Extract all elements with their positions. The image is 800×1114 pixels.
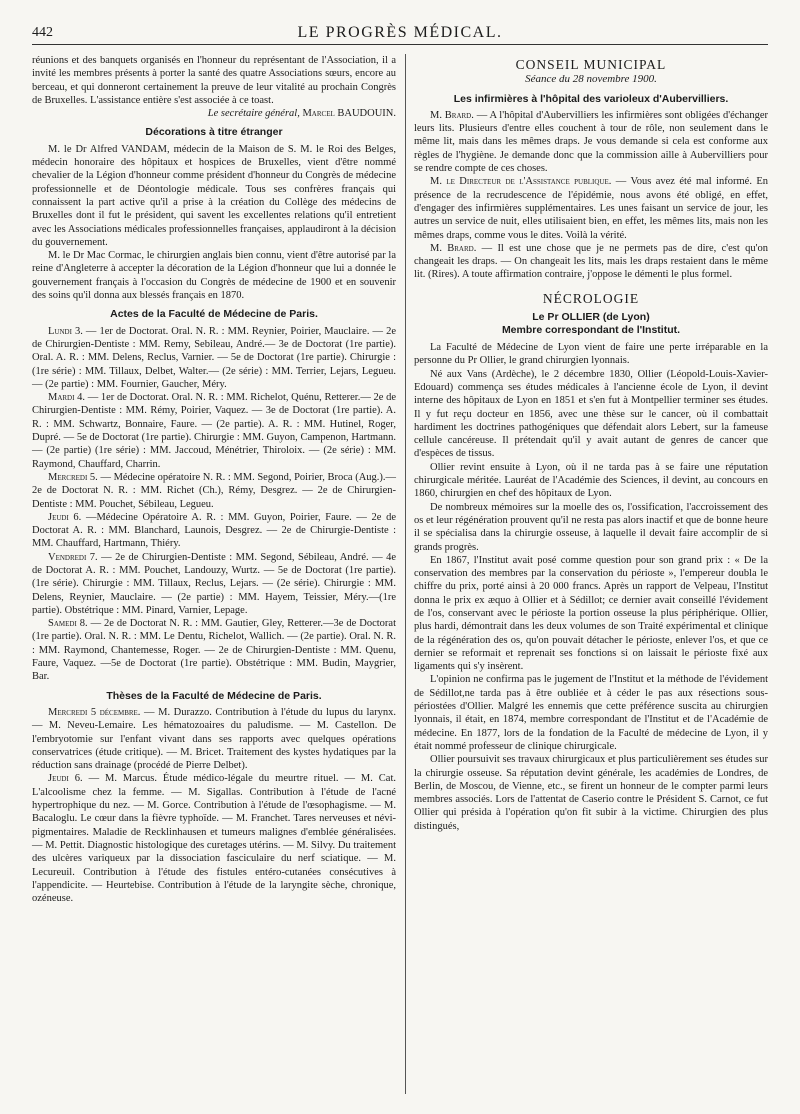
debate-paragraph (414, 242, 768, 282)
opening-paragraph: réunions et des banquets organisés en l'honneur du représentant de l'Association, il a invité les membres présents à porter la santé des quatre Associations sœurs, encore au berceau, et qui donneront certainement la preuve de leur vitalité au prochain Congrès de Bruxelles. L'assistance entière s'est associée à ce toast. (32, 55, 396, 106)
page-header (32, 22, 768, 45)
theses-heading: Thèses de la Faculté de Médecine de Paris. (106, 689, 322, 702)
necrologie-paragraph: La Faculté de Médecine de Lyon vient de faire une perte irréparable en la personne du Pr Ollier, le grand chirurgien lyonnais. (414, 342, 768, 367)
decorations-heading: Décorations à titre étranger (145, 126, 283, 139)
debate-paragraph (414, 109, 768, 175)
signature (32, 107, 396, 120)
infirmieres-heading: Les infirmières à l'hôpital des varioleux d'Aubervilliers. (453, 92, 729, 105)
theses-entry (32, 772, 396, 905)
necrologie-paragraph: De nombreux mémoires sur la moelle des os, l'ossification, l'accroissement des os et leur régénération prouvent qu'il ne resta pas alors inactif et que de bonne heure il se spécialisa dans la chirurgie osseuse, à laquelle il devait faire accomplir de si grands progrès. (414, 501, 768, 553)
ollier-subheading: Membre correspondant de l'Institut. (501, 324, 681, 337)
signature-name: Marcel BAUDOUIN. (302, 108, 396, 120)
actes-day: Vendredi 7. (48, 551, 98, 563)
theses-text: — M. Durazzo. Contribution à l'étude du lupus du larynx. — M. Neveu-Lemaire. Les hématozoaires du paludisme. — M. Castellon. De l'embryotomie sur l'enfant vivant dans ses rapports avec quelques opérations conservatrices (étude critique). — M. Bricet. Traitement des kystes hydatiques par la réduction sans drainage (procédé de Pierre Delbet). (32, 706, 396, 772)
actes-text: —Médecine Opératoire A. R. : MM. Guyon, Poirier, Faure. — 2e de Doctorat A. R. : MM. Blanchard, Launois, Desgrez. — 2e de Chirurgie-Dentiste : MM. Chauffard, Hartmann, Thiéry. (32, 511, 396, 550)
debate-text: — Vous avez été mal informé. En présence de la recrudescence de l'épidémie, nous avons été obligé, en effet, d'engager des infirmières supplémentaires. Les unes faisant un service de jour, les autres un service de nuit, elles utilisaient bien, en effet, les mêmes lits, mais non les mêmes draps, comme vous le dites. Voilà la vérité. (414, 176, 768, 241)
debate-text: — Il est une chose que je ne permets pas de dire, c'est qu'on changeait les draps. — On changeait les lits, mais les draps restaient dans le même lit. (Rires). A toute affirmation contraire, j'oppose le démenti le plus formel. (414, 242, 768, 281)
necrologie-paragraph: L'opinion ne confirma pas le jugement de l'Institut et la méthode de l'évidement de Sédillot,ne tarda pas à être oubliée et à céder le pas aux résections sous-périostées d'Ollier. Malgré les ennemis que cette préférence suscita au chirurgien lyonnais, il était, en 1874, membre correspondant de l'Institut et de l'Académie de médecine. En 1877, lors de la fondation de la Faculté de médecine de Lyon, il y était nommé professeur de clinique chirurgicale. (414, 674, 768, 752)
conseil-date: Séance du 28 novembre 1900. (525, 73, 657, 86)
necrologie-paragraph: Ollier poursuivit ses travaux chirurgicaux et plus particulièrement ses études sur la chirurgie osseuse. Sa réputation devint générale, les académies de Londres, de Berlin, de Moscou, de Vienne, etc., se firent un honneur de le compter parmi leurs membres associés. Lors de l'attentat de Caserio contre le Président S. Carnot, ce fut Ollier qui présida à l'opération qu'on fit subir à la victime. Chirurgien des plus distingués, (414, 754, 768, 832)
actes-day: Mardi 4. (48, 392, 85, 404)
actes-day: Mercredi 5. (48, 471, 98, 483)
signature-role: Le secrétaire général, (207, 108, 300, 120)
debate-paragraph (414, 175, 768, 241)
theses-day: Mercredi 5 décembre. (48, 706, 141, 718)
theses-entry (32, 706, 396, 772)
actes-entry (32, 471, 396, 511)
necrologie-paragraph: En 1867, l'Institut avait posé comme question pour son grand prix : « De la conservation des membres par la conservation du périoste », l'empereur doubla le chiffre du prix, porté ainsi à 20 000 francs. Après un rapport de Velpeau, l'Institut donna le prix ex æquo à Ollier et à Sédillot; ce dernier avait conseillé l'évidement de l'os, conservant avec le périoste la portion osseuse la plus périphérique. Ollier, plus hardi, démontrait dans les deux volumes de son Traité expérimental et clinique de la régénération des os, qu'on pouvait détacher le périoste, enlever l'os, et que ce dernier se reformait et reprenait ses fonctions si on laissait le périoste fixé aux ligaments qui s'y insèrent. (414, 554, 768, 673)
theses-text: — M. Marcus. Étude médico-légale du meurtre rituel. — M. Cat. L'alcoolisme chez la femme. — M. Sigallas. Contribution à l'étude de l'acné hypertrophique du nez. — M. Gorce. Contribution à l'étude de l'œsophagisme. — M. Bacaloglu. Le cœur dans la fièvre typhoïde. — M. Franchet. Tares nerveuses et névi-pigmentaires. Maladie de Recklinhausen et tumeurs malignes d'emblée généralisées. — M. Pettit. Diagnostic histologique des curetages utérins. — M. Silvy. Du traitement des ulcères variqueux par la dissociation fasciculaire du nerf sciatique. — M. Lecureuil. Contribution à l'étude des fistules entéro-cutanées consécutives à l'appendicite. — Heurtebise. Contribution à l'étude de la laryngite sèche, chronique, ozéneuse. (32, 773, 397, 905)
actes-day: Jeudi 6. (48, 511, 82, 523)
speaker: M. Brard. (430, 242, 477, 254)
speaker: M. Brard. (430, 109, 474, 121)
theses-day: Jeudi 6. (48, 773, 83, 785)
actes-heading: Actes de la Faculté de Médecine de Paris. (110, 308, 318, 321)
actes-day: Samedi 8. (48, 618, 88, 630)
actes-entry (32, 391, 396, 471)
actes-entry (32, 325, 396, 391)
decorations-paragraph-2: M. le Dr Mac Cormac, le chirurgien anglais bien connu, vient d'être autorisé par la reine d'Angleterre à accepter la décoration de la Légion d'honneur que lui a donnée le gouvernement français à l'occasion du Congrès de médecine de 1900 et en souvenir des soins qu'il donna aux blessés français en 1870. (32, 250, 396, 302)
actes-text: — Médecine opératoire N. R. : MM. Segond, Poirier, Broca (Aug.).—2e de Doctorat N. R. : MM. Richet (Ch.), Rémy, Desgrez. — 2e de Chirurgien-Dentiste : MM. Pouchet, Sébileau, Legueu. (32, 471, 397, 510)
debate-text: — A l'hôpital d'Aubervilliers les infirmières sont obligées d'échanger leurs lits. Plusieurs d'entre elles couchent à tour de rôle, non seulement dans le même lit, mais dans les mêmes draps. Je vous demande si cela est conforme aux règles de l'hygiène. Je demande donc que la commission aille à Aubervilliers pour se rendre compte de ces choses. (414, 109, 768, 175)
necrologie-heading: NÉCROLOGIE (542, 290, 640, 306)
speaker: M. le Directeur de l'Assistance publique. (430, 176, 612, 188)
necrologie-paragraph: Né aux Vans (Ardèche), le 2 décembre 1830, Ollier (Léopold-Louis-Xavier-Edouard) commença ses études médicales à l'ancienne école de Lyon, il devint interne des hôpitaux de Lyon en 1851 et s'en fut à Montpellier terminer ses études. Il y fut reçu docteur en 1856, avec une thèse sur le cancer, où il combattait hardiment les doctrines pathogéniques que défendait alors Lebert, sur la fameuse cellule cancéreuse. Il prétendait qu'il y avait autant de genres de cancer que d'espèces de tissus. (414, 368, 768, 460)
ollier-heading: Le Pr OLLIER (de Lyon) (532, 311, 650, 324)
actes-text: — 2e de Doctorat N. R. : MM. Gautier, Gley, Retterer.—3e de Doctorat (1re partie). Oral. N. R. : MM. Le Dentu, Richelot, Wallich. — (2e partie). Oral. N. R. : MM. Raymond, Chantemesse, Roger. — 2e de Chirurgien-Dentiste : MM. Quenu, Faure, Vaquez. —5e de Doctorat (1re partie). Obstétrique : MM. Budin, Maygrier, Bar. (32, 618, 397, 683)
column-divider (405, 54, 406, 1094)
actes-text: — 2e de Chirurgien-Dentiste : MM. Segond, Sébileau, André. — 4e de Doctorat A. R. : MM. Pouchet, Landouzy, Wurtz. — 5e de Doctorat (1re partie). (1re série). Chirurgie : MM. Tillaux, Reclus, Lejars. — (2e série). Chirurgie : MM. Delens, Reynier, Mauclaire. — (2e partie) : MM. Hayem, Teissier, Méry.—(1re partie). Obstétrique : MM. Pinard, Varnier, Lepage. (32, 551, 396, 616)
actes-entry (32, 617, 396, 683)
actes-text: — 1er de Doctorat. Oral. N. R. : MM. Richelot, Quénu, Retterer.— 2e de Chirurgien-Dentiste : MM. Rémy, Poirier, Vaquez. — 3e de Doctorat (1re partie). A. R. : MM. Schwartz, Bonnaire, Faure. — (2e partie). A. R. : MM. Hutinel, Roger, Dupré. — 5e de Doctorat (1re partie). Chirurgie : MM. Guyon, Campenon, Hartmann. — (2e partie) (1re série) : MM. Jaccoud, Ménétrier, Thiroloix. — (2e série) : MM. Raymond, Chauffard, Charrin. (32, 392, 396, 470)
actes-day: Lundi 3. (48, 325, 83, 337)
actes-text: — 1er de Doctorat. Oral. N. R. : MM. Reynier, Poirier, Mauclaire. — 2e de Chirurgien-Dentiste : MM. Remy, Sebileau, André.— 3e de Doctorat (1re partie). Oral. A. R. : MM. Delens, Reclus, Varnier. — 5e de Doctorat (1re partie). Chirurgie : (1re série) : MM. Tillaux, Delbet, Walter.— (2e série) : MM. Terrier, Lejars, Legueu. — (2e partie) : MM. Fournier, Gaucher, Méry. (32, 325, 396, 390)
right-column (414, 54, 768, 833)
actes-entry (32, 551, 396, 617)
page-number: 442 (32, 25, 53, 40)
decorations-paragraph-1: M. le Dr Alfred VANDAM, médecin de la Maison de S. M. le Roi des Belges, médecin honoraire des hôpitaux et hospices de Bruxelles, vient d'être nommé chevalier de la Légion d'honneur comme président d'honneur du Congrès de médecine professionnelle et de Déontologie médicale. Tous ses confrères français qui connaissent la part active qu'il a prise à la création du Collège des médecins de Bruxelles dont il fut le président, qui savent les excellentes relations qu'il entretient avec les Associations médicales professionnelles françaises, applaudiront à la décision du gouvernement. (32, 143, 396, 248)
left-column (32, 54, 396, 905)
conseil-heading: CONSEIL MUNICIPAL (515, 57, 667, 72)
necrologie-paragraph: Ollier revint ensuite à Lyon, où il ne tarda pas à se faire une réputation chirurgicale méritée. Lauréat de l'Académie des Sciences, il devint, au concours en 1860, chirurgien en chef des hôpitaux de Lyon. (414, 461, 768, 500)
actes-entry (32, 511, 396, 551)
journal-title: LE PROGRÈS MÉDICAL. (297, 24, 503, 41)
